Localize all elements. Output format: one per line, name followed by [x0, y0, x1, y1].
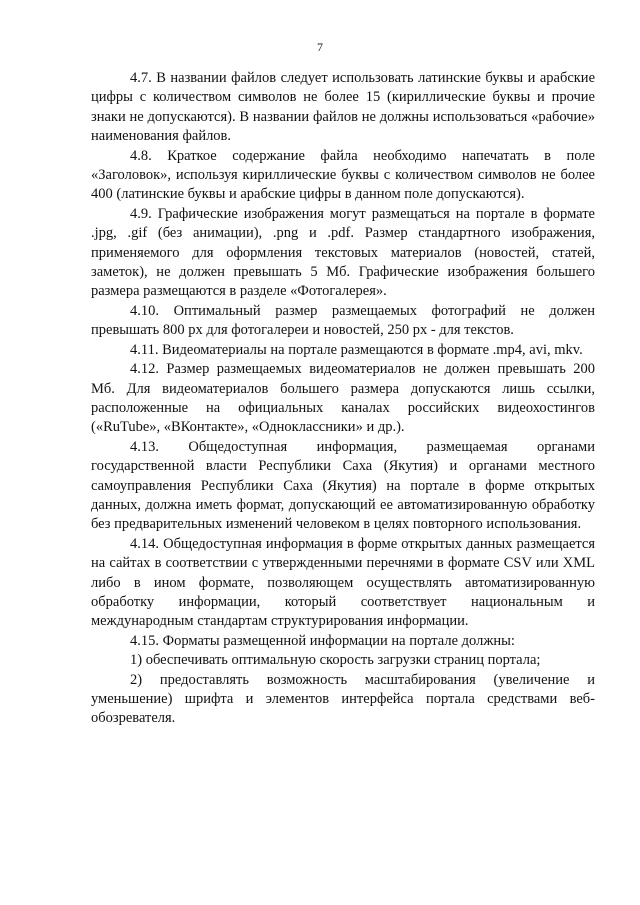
list-item-2: 2) предоставлять возможность масштабирования (увеличение и уменьшение) шрифта и элементов интерфейса портала средствами веб-обозревателя. — [91, 671, 595, 727]
paragraph-4-10: 4.10. Оптимальный размер размещаемых фотографий не должен превышать 800 px для фотогалереи и новостей, 250 px - для текстов. — [91, 302, 595, 339]
page-number: 7 — [317, 40, 323, 54]
paragraph-4-12: 4.12. Размер размещаемых видеоматериалов не должен превышать 200 Мб. Для видеоматериалов большего размера допускаются лишь ссылки, расположенные на официальных каналах российских видеохостингов («RuTube», «ВКонтакте», «Одноклассники» и др.). — [91, 361, 595, 436]
list-item-1: 1) обеспечивать оптимальную скорость загрузки страниц портала; — [130, 652, 541, 669]
paragraph-4-7: 4.7. В названии файлов следует использовать латинские буквы и арабские цифры с количеством символов не более 15 (кириллические буквы и прочие знаки не допускаются). В названии файлов не должны использоваться «рабочие» наименования файлов. — [91, 70, 595, 145]
paragraph-4-11: 4.11. Видеоматериалы на портале размещаются в формате .mp4, avi, mkv. — [130, 341, 583, 358]
paragraph-4-9: 4.9. Графические изображения могут размещаться на портале в формате .jpg, .gif (без анимации), .png и .pdf. Размер стандартного изображения, применяемого для оформления текстовых материалов (новостей, статей, заметок), не должен превышать 5 Мб. Графические изображения большего размера размещаются в разделе «Фотогалерея». — [91, 205, 595, 300]
paragraph-4-14: 4.14. Общедоступная информация в форме открытых данных размещается на сайтах в соответствии с утвержденными перечнями в формате CSV или XML либо в ином формате, позволяющем осуществлять автоматизированную обработку информации, который соответствует национальным и международным стандартам структурирования информации. — [91, 535, 595, 630]
paragraph-4-8: 4.8. Краткое содержание файла необходимо напечатать в поле «Заголовок», используя кириллические буквы с количеством символов не более 400 (латинские буквы и арабские цифры в данном поле допускаются). — [91, 147, 595, 203]
document-body — [91, 69, 595, 729]
paragraph-4-15: 4.15. Форматы размещенной информации на портале должны: — [130, 632, 515, 649]
paragraph-4-13: 4.13. Общедоступная информация, размещаемая органами государственной власти Республики Саха (Якутия) и органами местного самоуправления Республики Саха (Якутия) на портале в форме открытых данных, должна иметь формат, допускающий ее автоматизированную обработку без предварительных изменений человеком в целях повторного использования. — [91, 438, 595, 533]
